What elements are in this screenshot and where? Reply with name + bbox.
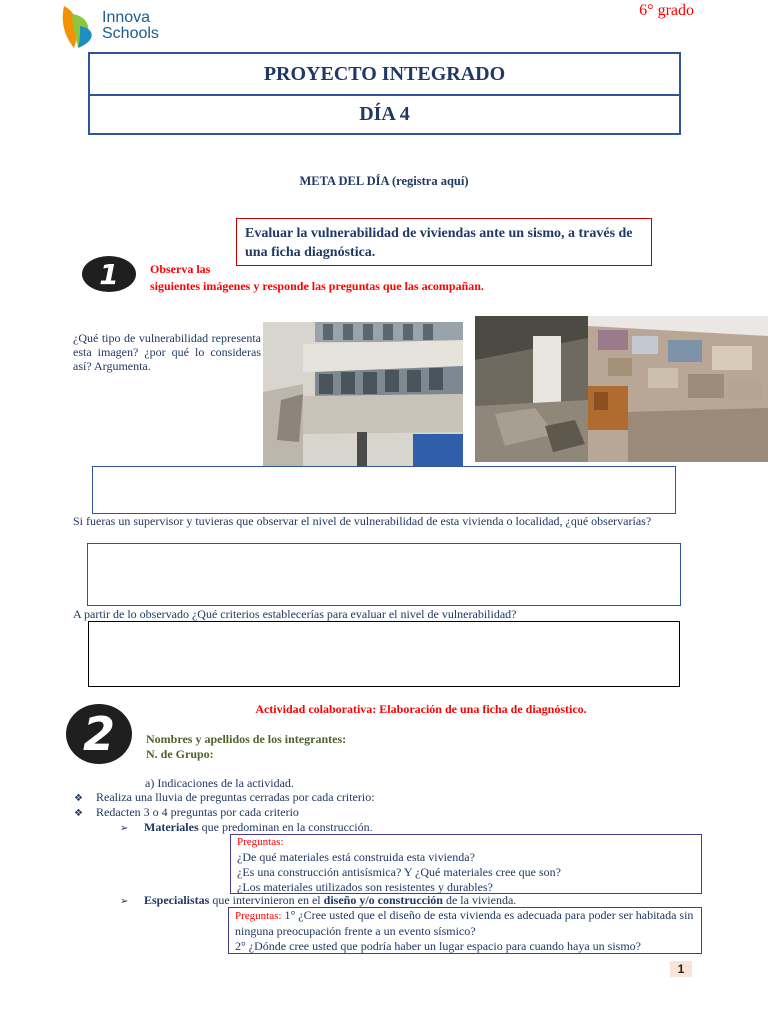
question-item: 2° ¿Dónde cree usted que podría haber un lugar espacio para cuando haya un sismo?	[235, 939, 641, 953]
indications-heading: a) Indicaciones de la actividad.	[145, 776, 294, 790]
bullet-text: Redacten 3 o 4 preguntas por cada criterio	[96, 805, 299, 819]
section1-instruction-line2: siguientes imágenes y responde las preguntas que las acompañan.	[150, 279, 484, 293]
logo-word-2: Schools	[102, 25, 159, 42]
names-label: Nombres y apellidos de los integrantes:	[146, 732, 347, 746]
criterion-specialists-text: que intervinieron en el	[209, 893, 324, 907]
list-item	[74, 790, 375, 805]
criterion-materials-text: que predominan en la construcción.	[198, 820, 373, 834]
answer-box-2[interactable]	[87, 543, 681, 606]
title-box	[88, 52, 681, 135]
bullet-text: Realiza una lluvia de preguntas cerradas por cada criterio:	[96, 790, 375, 804]
questions-box-specialists	[228, 907, 702, 954]
photo-damaged-building	[263, 322, 463, 466]
questions-box-materials	[230, 834, 702, 894]
page-number: 1	[670, 961, 692, 977]
questions-label: Preguntas:	[235, 910, 282, 922]
photo-collapsed-column	[475, 316, 588, 462]
question-3: A partir de lo observado ¿Qué criterios establecerías para evaluar el nivel de vulnerabilidad?	[73, 607, 517, 621]
diamond-bullet-icon: ❖	[74, 793, 83, 804]
section-number-badge-1: 1	[82, 256, 136, 292]
criterion-specialists-bold: Especialistas	[144, 893, 210, 907]
criterion-design-bold: diseño y/o construcción	[323, 893, 443, 907]
question-item: ¿Los materiales utilizados son resistentes y durables?	[237, 880, 493, 894]
school-logo	[58, 4, 168, 50]
logo-word-1: Innova	[102, 9, 151, 26]
criterion-materials-bold: Materiales	[144, 820, 199, 834]
goal-label: META DEL DÍA (registra aquí)	[299, 174, 469, 188]
questions-label: Preguntas:	[237, 836, 284, 848]
diamond-bullet-icon: ❖	[74, 808, 83, 819]
question-2: Si fueras un supervisor y tuvieras que observar el nivel de vulnerabilidad de esta vivienda o localidad, ¿qué observarías?	[73, 514, 652, 528]
question-1: ¿Qué tipo de vulnerabilidad representa esta imagen? ¿por qué lo consideras así? Argumenta.	[73, 331, 261, 373]
section1-instruction-line1: Observa las	[150, 262, 211, 276]
photo-hillside-houses	[588, 316, 768, 462]
criterion-specialists-end: de la vivienda.	[442, 893, 517, 907]
arrow-bullet-icon: ➢	[120, 823, 129, 834]
leaf-logo-icon	[58, 4, 102, 50]
goal-text-box[interactable]: Evaluar la vulnerabilidad de viviendas ante un sismo, a través de una ficha diagnóstica.	[236, 218, 652, 266]
question-item: ¿Es una construcción antisísmica? Y ¿Qué materiales cree que son?	[237, 865, 561, 879]
page-title: PROYECTO INTEGRADO	[263, 62, 506, 85]
grade-label: 6° grado	[639, 2, 694, 19]
answer-box-1[interactable]	[92, 466, 676, 514]
section2-title: Actividad colaborativa: Elaboración de una ficha de diagnóstico.	[255, 702, 587, 716]
group-info	[146, 732, 346, 762]
group-label: N. de Grupo:	[146, 747, 214, 761]
day-label: DÍA 4	[90, 94, 679, 133]
question-item: 1° ¿Cree usted que el diseño de esta vivienda es adecuada para poder ser habitada sin ninguna preocupación frente a un evento sísmico?	[235, 908, 694, 938]
arrow-bullet-icon: ➢	[120, 896, 129, 907]
criterion-materials	[120, 820, 373, 835]
criterion-specialists	[120, 893, 516, 908]
question-item: ¿De qué materiales está construida esta vivienda?	[237, 850, 475, 864]
answer-box-3[interactable]	[88, 621, 680, 687]
list-item	[74, 805, 299, 820]
section-number-badge-2: 2	[66, 704, 132, 764]
